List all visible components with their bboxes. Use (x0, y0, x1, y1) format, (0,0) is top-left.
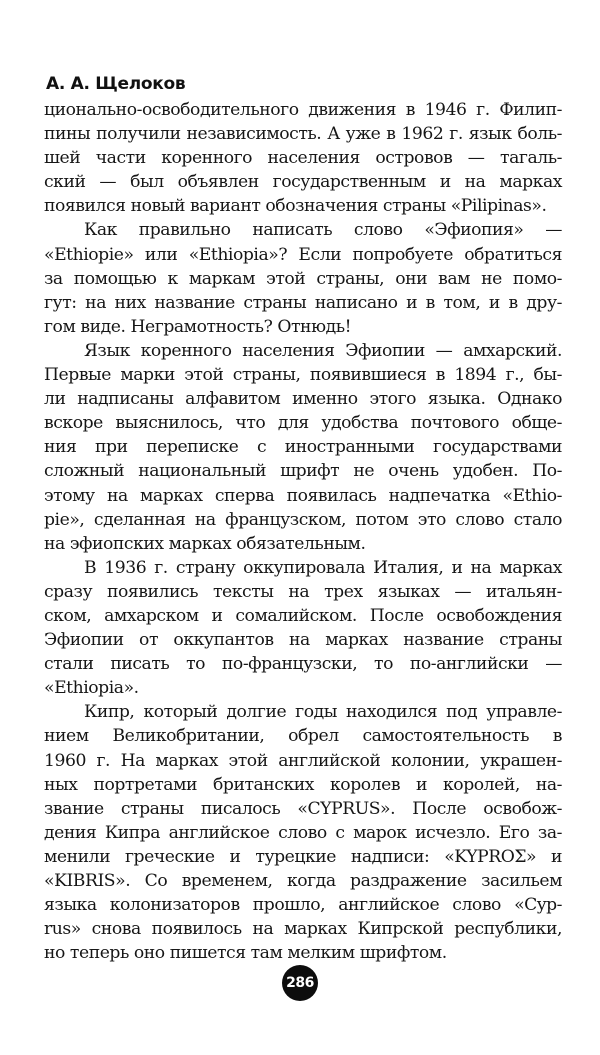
text-line: языка колонизаторов прошло, английское слово «Cyp- (44, 895, 562, 916)
text-line: «Ethiopia». (44, 678, 139, 699)
text-line: пины получили независимость. А уже в 1962 г. язык боль- (44, 124, 562, 145)
text-line: ли надписаны алфавитом именно этого языка. Однако (44, 389, 562, 410)
running-head-author: А. А. Щелоков (46, 74, 186, 94)
text-line: ский — был объявлен государственным и на марках (44, 172, 562, 193)
text-line: но теперь оно пишется там мелким шрифтом. (44, 943, 447, 964)
text-line: гом виде. Неграмотность? Отнюдь! (44, 316, 352, 337)
text-line: стали писать то по-французски, то по-английски — (44, 654, 562, 675)
text-line: Язык коренного населения Эфиопии — амхарский. (84, 340, 562, 361)
text-line: этому на марках сперва появилась надпечатка «Ethio- (44, 485, 562, 506)
body-text (44, 98, 562, 965)
text-line: ционально-освободительного движения в 1946 г. Филип- (44, 100, 562, 120)
text-line: появился новый вариант обозначения страны «Pilipinas». (44, 196, 547, 217)
text-line: ском, амхарском и сомалийском. После освобождения (44, 605, 562, 626)
text-line: гут: на них название страны написано и в том, и в дру- (44, 292, 562, 313)
text-line: «KIBRIS». Со временем, когда раздражение засильем (44, 871, 562, 891)
text-line: 1960 г. На марках этой английской колонии, украшен- (44, 750, 562, 771)
text-line: «Ethiopie» или «Ethiopia»? Если попробуете обратиться (44, 244, 562, 265)
text-line: звание страны писалось «CYPRUS». После освобож- (44, 798, 562, 819)
text-line: сложный национальный шрифт не очень удобен. По- (44, 461, 562, 482)
text-line: ных портретами британских королев и королей, на- (44, 774, 562, 795)
text-line: вскоре выяснилось, что для удобства почтового обще- (44, 413, 562, 434)
text-line: шей части коренного населения островов — тагаль- (44, 148, 562, 169)
text-line: Как правильно написать слово «Эфиопия» — (84, 220, 562, 241)
text-line: на эфиопских марках обязательным. (44, 533, 366, 554)
page-number-badge: 286 (282, 965, 318, 1001)
text-line: нием Великобритании, обрел самостоятельность в (44, 726, 562, 747)
text-line: Эфиопии от оккупантов на марках название страны (44, 630, 562, 651)
text-line: дения Кипра английское слово с марок исчезло. Его за- (44, 822, 562, 843)
text-line: pie», сделанная на французском, потом это слово стало (44, 509, 562, 530)
text-line: rus» снова появилось на марках Кипрской республики, (44, 919, 562, 940)
text-line: Кипр, который долгие годы находился под управле- (84, 702, 562, 723)
text-line: Первые марки этой страны, появившиеся в 1894 г., бы- (44, 365, 562, 386)
text-line: ния при переписке с иностранными государствами (44, 437, 562, 458)
text-line: менили греческие и турецкие надписи: «KYPROΣ» и (44, 846, 562, 867)
text-line: В 1936 г. страну оккупировала Италия, и на марках (84, 557, 562, 578)
text-line: сразу появились тексты на трех языках — итальян- (44, 581, 562, 602)
text-line: за помощью к маркам этой страны, они вам не помо- (44, 268, 562, 289)
